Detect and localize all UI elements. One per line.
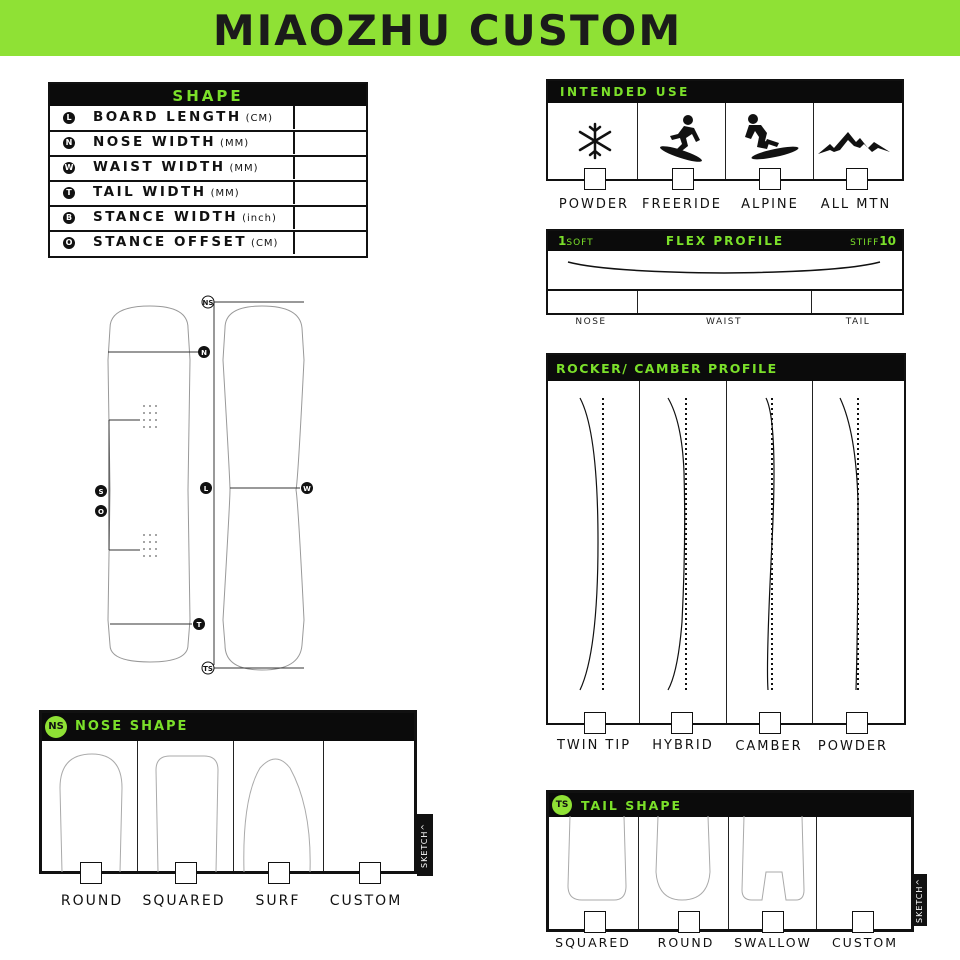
tail-shape-outlines: [552, 816, 816, 916]
spec-row-nose-width: [50, 131, 366, 157]
tail-shape-title: TAIL SHAPE: [581, 798, 683, 813]
stance-width-input[interactable]: [293, 205, 365, 229]
nose-shape-badge: NS: [45, 716, 67, 738]
swallow-tail-outline: [742, 816, 804, 900]
badge-b: B: [63, 212, 75, 224]
hybrid-label: HYBRID: [652, 738, 714, 753]
flex-waist-label: WAIST: [706, 317, 742, 327]
squared-nose-outline: [156, 756, 218, 872]
flex-tail-label: TAIL: [845, 317, 871, 327]
tail-sketch-tab[interactable]: SKETCH^: [912, 874, 927, 926]
powder-label: POWDER: [558, 197, 630, 212]
twin-tip-label: TWIN TIP: [556, 738, 632, 753]
flex-curve: [566, 258, 882, 278]
badge-l: L: [63, 112, 75, 124]
tail-width-input[interactable]: [293, 180, 365, 204]
spec-row-tail-width: [50, 181, 366, 207]
board-length-input[interactable]: [293, 105, 365, 129]
tail-shape-badge: TS: [552, 795, 572, 815]
marker-ts: TS: [203, 665, 213, 673]
spec-label: BOARD LENGTH (CM): [93, 109, 274, 125]
custom-nose-checkbox[interactable]: [359, 862, 381, 884]
mountains-icon: [816, 126, 892, 158]
nose-sketch-tab[interactable]: SKETCH^: [417, 814, 433, 876]
powder-profile-checkbox[interactable]: [846, 712, 868, 734]
custom-tail-checkbox[interactable]: [852, 911, 874, 933]
rocker-camber-curves: [550, 392, 904, 698]
nose-shape-outlines: [44, 748, 414, 872]
alpine-label: ALPINE: [741, 197, 799, 212]
spec-label: STANCE WIDTH (inch): [93, 209, 277, 225]
squared-nose-checkbox[interactable]: [175, 862, 197, 884]
round-nose-checkbox[interactable]: [80, 862, 102, 884]
custom-tail-label: CUSTOM: [831, 935, 899, 950]
freeride-snowboarder-icon: [658, 114, 704, 164]
squared-tail-checkbox[interactable]: [584, 911, 606, 933]
flex-profile-title: FLEX PROFILE: [665, 234, 785, 248]
round-tail-outline: [656, 816, 710, 900]
marker-o: O: [98, 508, 104, 516]
all-mtn-label: ALL MTN: [820, 197, 892, 212]
page-title: MIAOZHU CUSTOM: [212, 6, 683, 55]
badge-t: T: [63, 187, 75, 199]
rocker-camber-title: ROCKER/ CAMBER PROFILE: [556, 361, 778, 376]
flex-stiff: STIFF10: [850, 234, 896, 248]
marker-n: N: [201, 349, 207, 357]
marker-t: T: [196, 621, 202, 629]
badge-o: O: [63, 237, 75, 249]
surf-nose-checkbox[interactable]: [268, 862, 290, 884]
squared-nose-label: SQUARED: [142, 893, 226, 909]
flex-soft: 1SOFT: [558, 234, 594, 248]
flex-nose-label: NOSE: [575, 317, 607, 327]
marker-l: L: [203, 485, 209, 493]
spec-row-board-length: [50, 106, 366, 132]
freeride-checkbox[interactable]: [672, 168, 694, 190]
powder-checkbox[interactable]: [584, 168, 606, 190]
freeride-label: FREERIDE: [641, 197, 723, 212]
alpine-snowboarder-icon: [741, 113, 799, 165]
spec-label: STANCE OFFSET (CM): [93, 234, 279, 250]
round-tail-label: ROUND: [657, 935, 715, 950]
hybrid-checkbox[interactable]: [671, 712, 693, 734]
badge-n: N: [63, 137, 75, 149]
spec-label: NOSE WIDTH (MM): [93, 134, 250, 150]
waist-width-input[interactable]: [293, 155, 365, 179]
swallow-tail-label: SWALLOW: [734, 935, 812, 950]
intended-use-title: INTENDED USE: [560, 85, 690, 99]
board-outline-front: [108, 306, 190, 662]
badge-w: W: [64, 163, 74, 172]
round-nose-outline: [60, 754, 122, 872]
nose-shape-title: NOSE SHAPE: [75, 719, 189, 734]
squared-tail-label: SQUARED: [555, 935, 631, 950]
alpine-checkbox[interactable]: [759, 168, 781, 190]
all-mtn-checkbox[interactable]: [846, 168, 868, 190]
twin-tip-checkbox[interactable]: [584, 712, 606, 734]
marker-w: W: [303, 485, 311, 493]
powder-profile-label: POWDER: [817, 739, 889, 754]
surf-nose-outline: [244, 759, 310, 872]
shape-table-title: SHAPE: [172, 87, 244, 105]
spec-row-waist-width: [50, 156, 366, 182]
nose-width-input[interactable]: [293, 130, 365, 154]
board-diagram: [80, 290, 340, 690]
custom-nose-label: CUSTOM: [329, 893, 403, 909]
snowflake-icon: [576, 122, 614, 160]
camber-label: CAMBER: [735, 739, 803, 754]
round-tail-checkbox[interactable]: [678, 911, 700, 933]
round-nose-label: ROUND: [60, 893, 124, 909]
marker-s: S: [98, 488, 104, 496]
swallow-tail-checkbox[interactable]: [762, 911, 784, 933]
marker-ns: NS: [202, 299, 214, 307]
spec-label: WAIST WIDTH (MM): [93, 159, 259, 175]
stance-offset-input[interactable]: [293, 230, 365, 254]
spec-row-stance-width: [50, 206, 366, 232]
squared-tail-outline: [568, 816, 626, 900]
spec-row-stance-offset: [50, 231, 366, 255]
surf-nose-label: SURF: [255, 893, 301, 909]
spec-label: TAIL WIDTH (MM): [93, 184, 240, 200]
camber-checkbox[interactable]: [759, 712, 781, 734]
